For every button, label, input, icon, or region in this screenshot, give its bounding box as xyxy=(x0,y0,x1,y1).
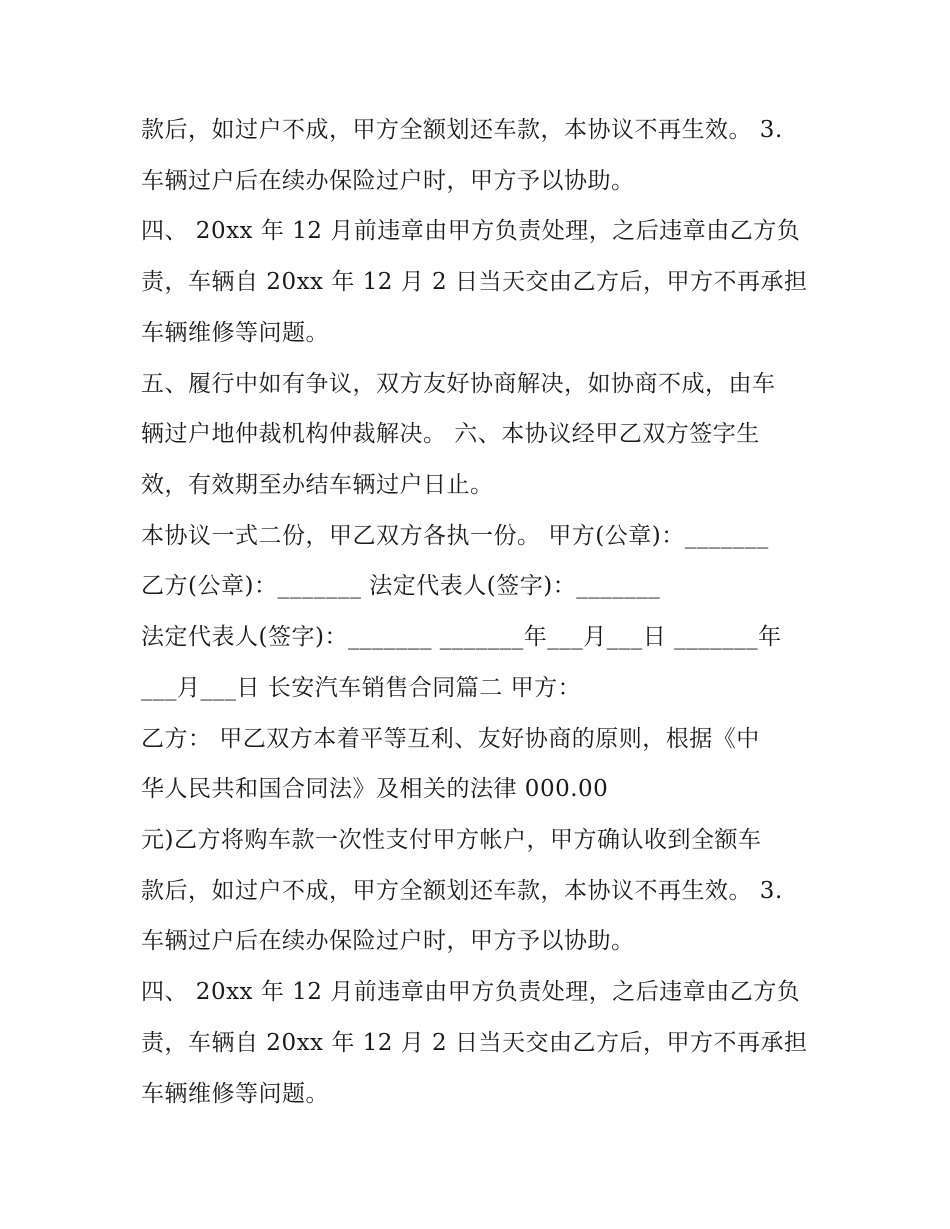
text-line: 款后，如过户不成，甲方全额划还车款，本协议不再生效。 3. xyxy=(141,117,783,143)
text-line: 四、 20xx 年 12 月前违章由甲方负责处理，之后违章由乙方负 xyxy=(141,218,801,244)
text-line: 本协议一式二份，甲乙双方各执一份。 甲方(公章)：_______ xyxy=(141,523,769,549)
text-line: 法定代表人(签字)：_______ _______年___月___日 _______年 xyxy=(141,624,782,650)
text-line: 责，车辆自 20xx 年 12 月 2 日当天交由乙方后，甲方不再承担 xyxy=(141,1030,808,1056)
text-line: 元)乙方将购车款一次性支付甲方帐户，甲方确认收到全额车 xyxy=(141,827,762,853)
text-line: 四、 20xx 年 12 月前违章由甲方负责处理，之后违章由乙方负 xyxy=(141,979,801,1005)
text-line: 华人民共和国合同法》及相关的法律 000.00 xyxy=(141,776,609,802)
text-line: 效，有效期至办结车辆过户日止。 xyxy=(141,472,494,498)
text-line: ___月___日 长安汽车销售合同篇二 甲方： xyxy=(141,675,582,701)
text-line: 辆过户地仲裁机构仲裁解决。 六、本协议经甲乙双方签字生 xyxy=(141,421,760,447)
text-line: 车辆维修等问题。 xyxy=(141,320,329,346)
text-line: 车辆过户后在续办保险过户时，甲方予以协助。 xyxy=(141,168,635,194)
text-line: 责，车辆自 20xx 年 12 月 2 日当天交由乙方后，甲方不再承担 xyxy=(141,269,808,295)
text-line: 车辆维修等问题。 xyxy=(141,1081,329,1107)
text-line: 乙方： 甲乙双方本着平等互利、友好协商的原则，根据《中 xyxy=(141,726,760,752)
text-line: 车辆过户后在续办保险过户时，甲方予以协助。 xyxy=(141,928,635,954)
text-line: 乙方(公章)：_______ 法定代表人(签字)：_______ xyxy=(141,573,661,599)
text-line: 款后，如过户不成，甲方全额划还车款，本协议不再生效。 3. xyxy=(141,878,783,904)
text-line: 五、履行中如有争议，双方友好协商解决，如协商不成，由车 xyxy=(141,371,776,397)
